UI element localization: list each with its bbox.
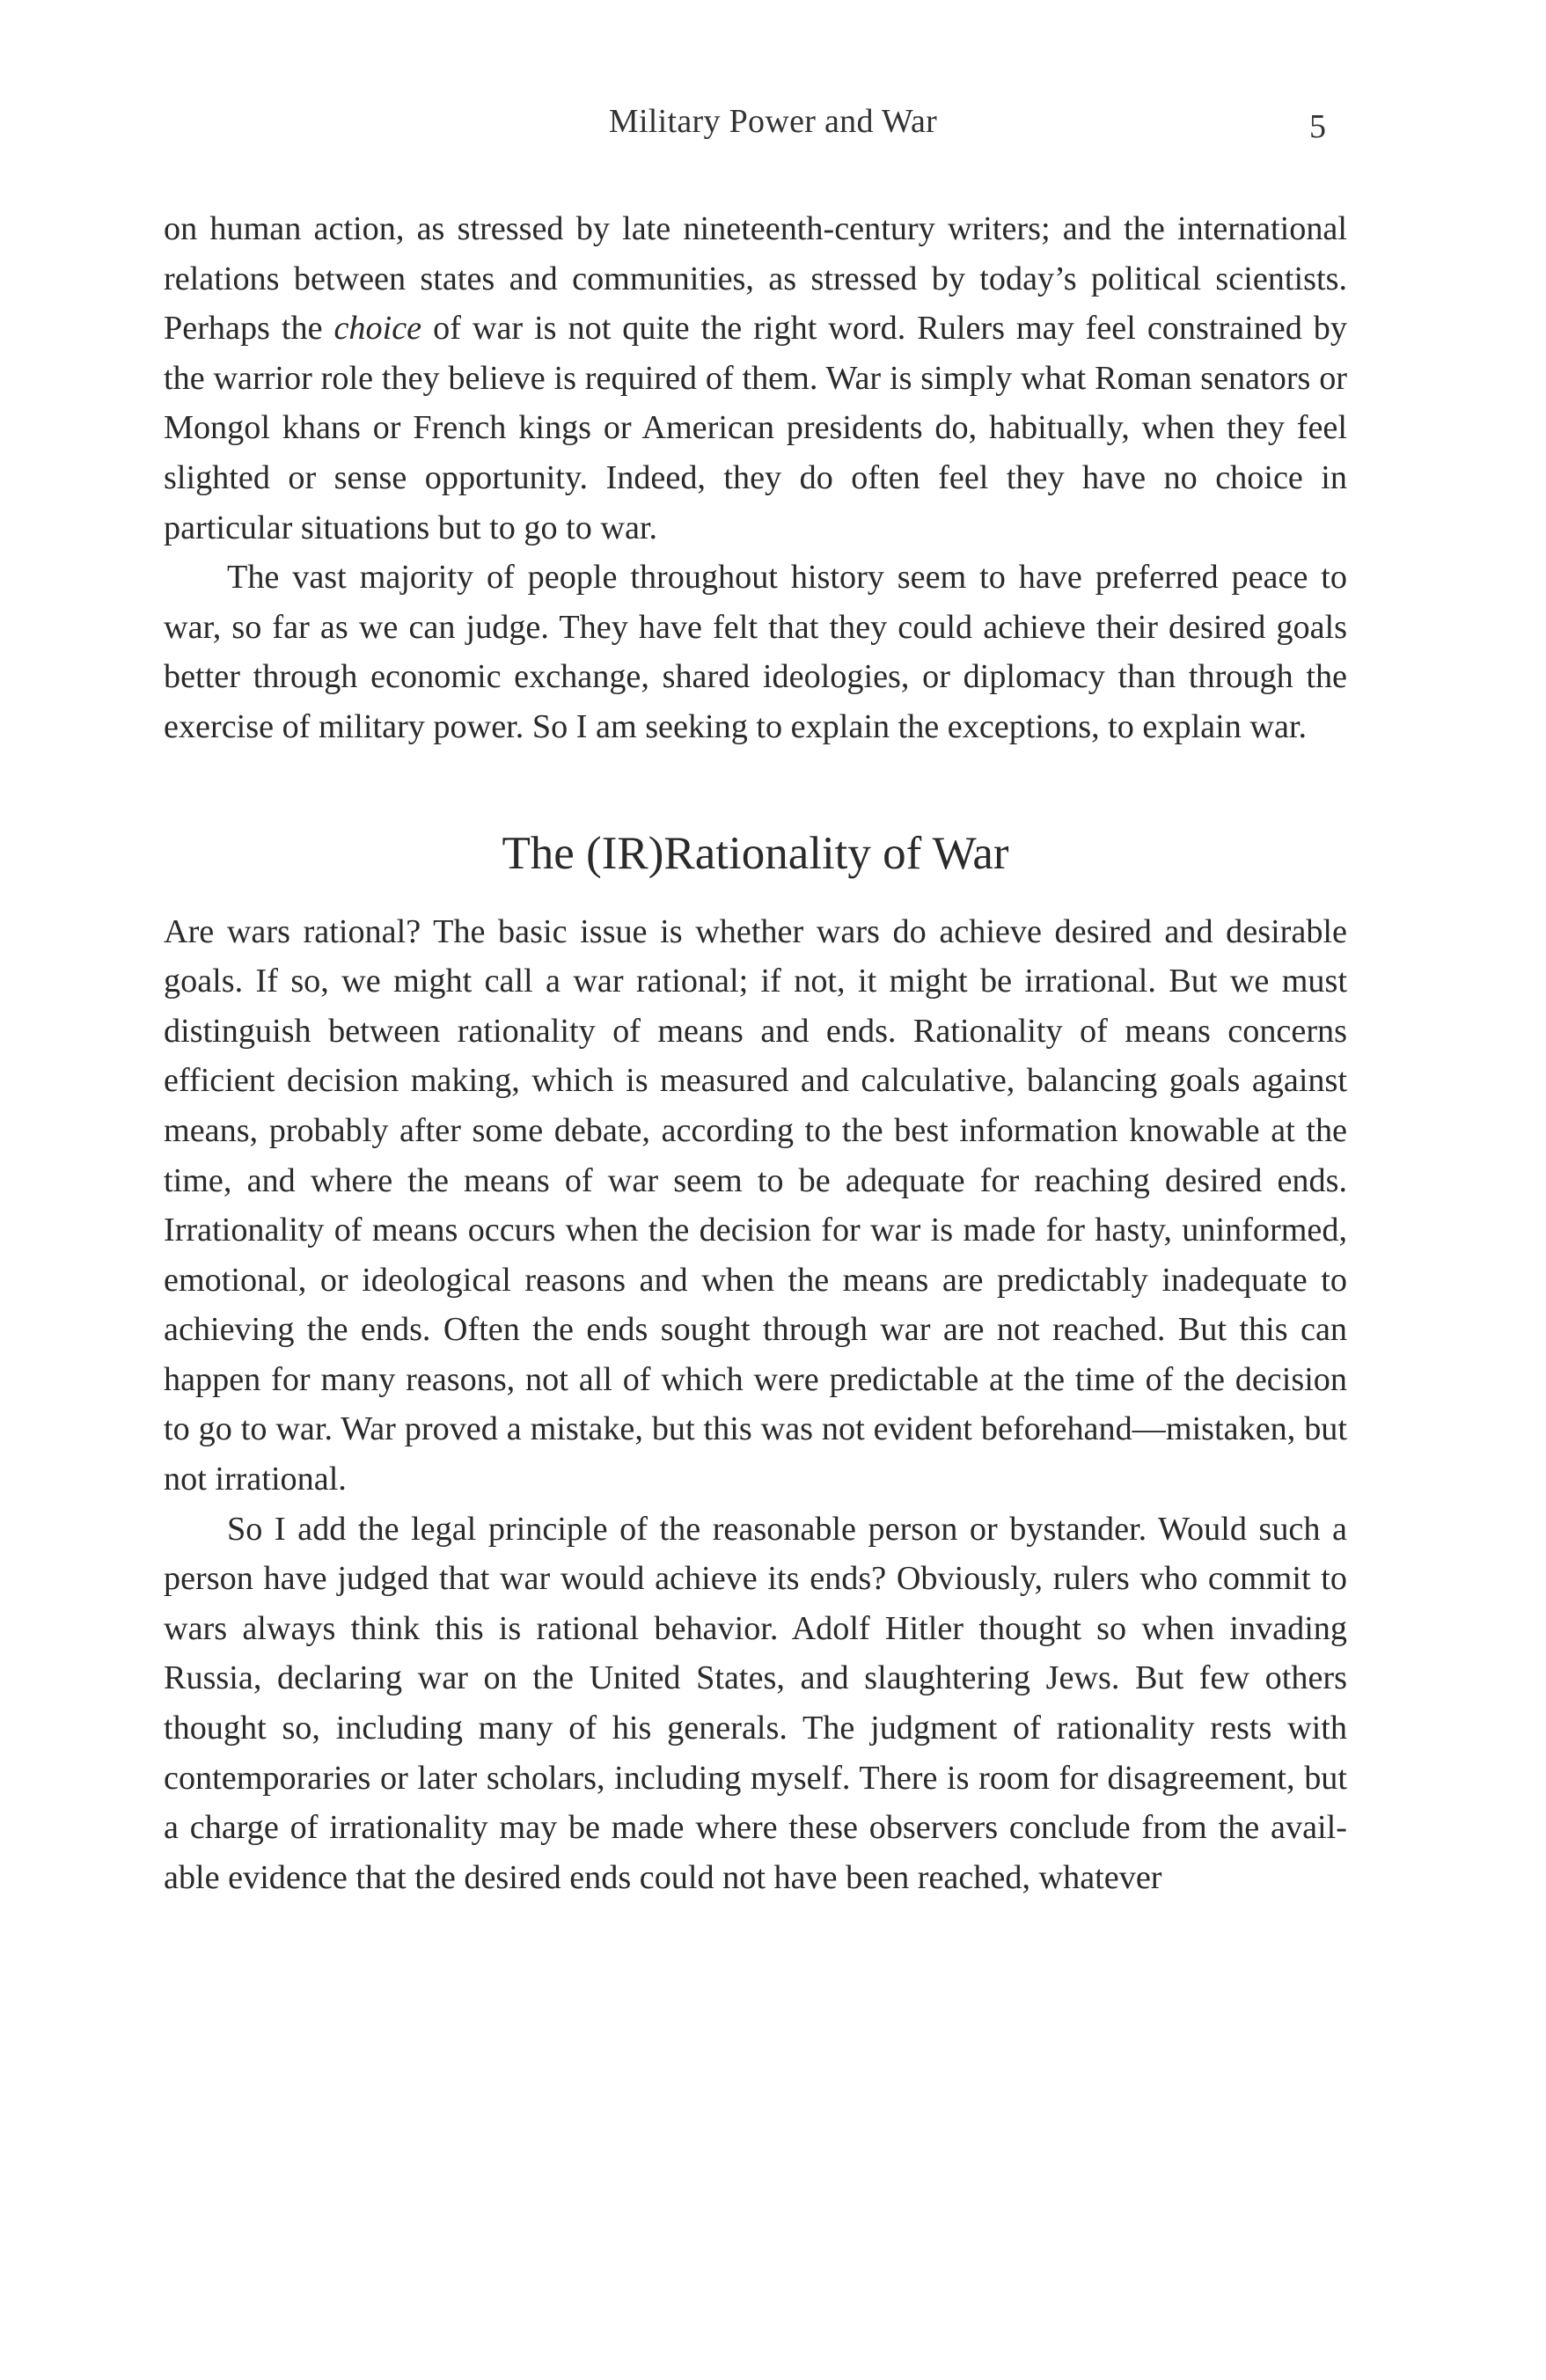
paragraph-1-text-end: of war is not quite the right word. Rulers may feel constrained by the warrior role they believe is required of them. War is simply what Roman senators or Mongol khans or French kings or American presidents do, habitually, when they feel slighted or sense opportunity. Indeed, they do often feel they have no choice in particular situations but to go to war.: [164, 310, 1347, 546]
running-head-title: Military Power and War: [608, 103, 938, 140]
paragraph-4: So I add the legal principle of the reasonable person or bystander. Would such a person have judged that war would achieve its ends? Obviously, rulers who commit to wars always think this is rational behavior. Adolf Hitler thought so when invading Russia, declaring war on the United States, and slaughtering Jews. But few others thought so, including many of his generals. The judgment of rationality rests with contemporaries or later scholars, including myself. There is room for disagreement, but a charge of irrationality may be made where these observers conclude from the available evidence that the desired ends could not have been reached, whatever: [164, 1510, 1347, 1896]
section-heading: The (IR)Rationality of War: [502, 827, 1009, 879]
paragraph-3: Are wars rational? The basic issue is whether wars do achieve desired and desirable goals. If so, we might call a war rational; if not, it might be irrational. But we must distinguish between rationality of means and ends. Rationality of means concerns efficient decision making, which is measured and calculative, balancing goals against means, probably after some debate, according to the best information knowable at the time, and where the means of war seem to be adequate for reaching desired ends. Irrationality of means occurs when the decision for war is made for hasty, uninformed, emotional, or ideological reasons and when the means are predictably inadequate to achieving the ends. Often the ends sought through war are not reached. But this can happen for many reasons, not all of which were predictable at the time of the decision to go to war. War proved a mistake, but this was not evident beforehand—mistaken, but not irrational.: [164, 912, 1347, 1498]
page-number: 5: [1309, 108, 1326, 145]
paragraph-2: The vast majority of people throughout history seem to have preferred peace to war, so far as we can judge. They have felt that they could achieve their desired goals better through economic exchange, shared ideologies, or diplomacy than through the exercise of military power. So I am seeking to explain the exceptions, to explain war.: [164, 559, 1347, 745]
emphasis-choice: choice: [333, 310, 422, 348]
paragraph-1-text-start: on human action, as stressed by late nineteenth-century writers; and the international relations between states and communities, as stressed by today’s political scientists. Perhaps the: [164, 210, 1347, 348]
paragraph-1: [164, 204, 1347, 553]
body-text: [164, 204, 1347, 1902]
